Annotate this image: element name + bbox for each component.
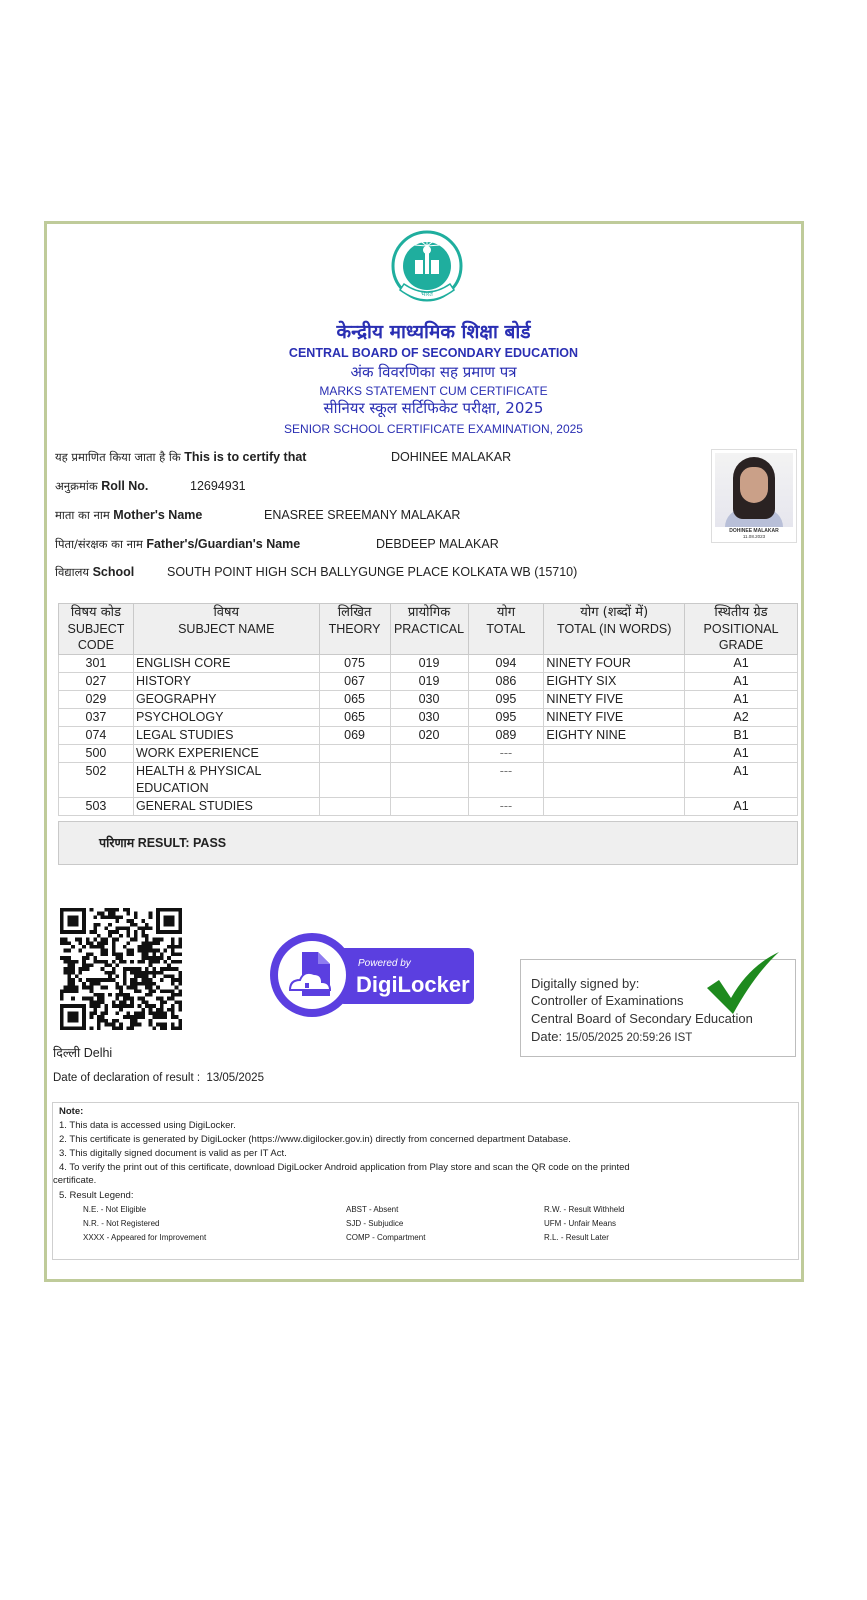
school-row [55, 565, 578, 580]
subject-name: HEALTH & PHYSICAL EDUCATION [133, 763, 319, 798]
theory-marks: 075 [319, 655, 390, 673]
practical-marks: 019 [390, 673, 468, 691]
theory-marks: 069 [319, 727, 390, 745]
practical-marks [390, 745, 468, 763]
notes-title: Note: [59, 1106, 84, 1117]
note-item-5: 5. Result Legend: [59, 1190, 134, 1201]
table-row [59, 709, 798, 727]
digilocker-badge[interactable] [268, 930, 478, 1020]
place-of-issue [53, 1044, 112, 1061]
theory-marks [319, 798, 390, 816]
total-marks: 094 [468, 655, 544, 673]
mother-label-hindi: माता का नाम [55, 508, 110, 522]
result-text [99, 834, 226, 851]
result-bar [58, 821, 798, 865]
practical-marks: 020 [390, 727, 468, 745]
subject-code: 037 [59, 709, 134, 727]
positional-grade: A1 [685, 655, 798, 673]
certify-label-hindi: यह प्रमाणित किया जाता है कि [55, 450, 181, 464]
powered-by-text: Powered by [358, 958, 411, 969]
legend-xxxx: XXXX - Appeared for Improvement [83, 1233, 207, 1242]
subject-code: 502 [59, 763, 134, 798]
total-in-words: EIGHTY NINE [544, 727, 685, 745]
signature-line-2: Controller of Examinations [531, 993, 684, 1008]
legend-rw: R.W. - Result Withheld [544, 1205, 625, 1214]
legend-abst: ABST - Absent [346, 1205, 399, 1214]
table-row [59, 798, 798, 816]
positional-grade: A1 [685, 798, 798, 816]
total-marks: --- [468, 798, 544, 816]
roll-row [55, 479, 246, 494]
checkmark-icon [705, 950, 785, 1016]
photo-image [715, 453, 793, 527]
subject-name: WORK EXPERIENCE [133, 745, 319, 763]
theory-marks: 065 [319, 691, 390, 709]
positional-grade: A1 [685, 691, 798, 709]
board-name-english: CENTRAL BOARD OF SECONDARY EDUCATION [288, 346, 579, 360]
svg-text:भारत: भारत [421, 291, 433, 298]
theory-marks: 067 [319, 673, 390, 691]
practical-marks: 019 [390, 655, 468, 673]
note-item-4: 4. To verify the print out of this certificate, download DigiLocker Android application from Play store and scan the QR code on the printed [59, 1162, 630, 1173]
theory-marks [319, 745, 390, 763]
document-title-hindi: अंक विवरणिका सह प्रमाण पत्र [350, 363, 517, 381]
header-practical: प्रायोगिक PRACTICAL [390, 604, 468, 655]
table-row [59, 673, 798, 691]
total-marks: 086 [468, 673, 544, 691]
father-label-english: Father's/Guardian's Name [146, 537, 301, 551]
subject-code: 027 [59, 673, 134, 691]
total-in-words [544, 745, 685, 763]
exam-title-english: SENIOR SCHOOL CERTIFICATE EXAMINATION, 2025 [284, 422, 583, 436]
mother-label-english: Mother's Name [113, 508, 203, 522]
total-marks: --- [468, 763, 544, 798]
legend-ufm: UFM - Unfair Means [544, 1219, 617, 1228]
subject-code: 074 [59, 727, 134, 745]
table-row [59, 763, 798, 798]
cbse-logo-icon [386, 228, 468, 310]
positional-grade: A1 [685, 673, 798, 691]
qr-code[interactable] [60, 908, 182, 1030]
practical-marks: 030 [390, 691, 468, 709]
positional-grade: A2 [685, 709, 798, 727]
note-item-3: 3. This digitally signed document is valid as per IT Act. [59, 1148, 287, 1159]
roll-label-english: Roll No. [101, 479, 149, 493]
total-in-words: NINETY FIVE [544, 709, 685, 727]
mother-row [55, 508, 461, 523]
mother-name: ENASREE SREEMANY MALAKAR [264, 508, 461, 522]
header-subject-code: विषय कोड SUBJECT CODE [59, 604, 134, 655]
subject-code: 503 [59, 798, 134, 816]
roll-number: 12694931 [190, 479, 246, 493]
school-name: SOUTH POINT HIGH SCH BALLYGUNGE PLACE KOLKATA WB (15710) [167, 565, 578, 579]
declaration-value: 13/05/2025 [206, 1072, 264, 1084]
father-label-hindi: पिता/संरक्षक का नाम [55, 537, 143, 551]
signature-line-3: Central Board of Secondary Education [531, 1011, 753, 1026]
qr-finder-pattern [60, 1004, 86, 1030]
qr-finder-pattern [156, 908, 182, 934]
total-marks: 089 [468, 727, 544, 745]
signature-date-label: Date: [531, 1029, 563, 1044]
positional-grade: B1 [685, 727, 798, 745]
theory-marks: 065 [319, 709, 390, 727]
exam-title-hindi: सीनियर स्कूल सर्टिफिकेट परीक्षा, 2025 [323, 399, 544, 417]
table-row [59, 655, 798, 673]
result-label-hindi: परिणाम [99, 835, 135, 850]
photo-caption-name: DOHINEE MALAKAR [729, 528, 779, 534]
legend-rl: R.L. - Result Later [544, 1233, 609, 1242]
total-in-words [544, 798, 685, 816]
candidate-photo [711, 449, 797, 543]
header-total: योग TOTAL [468, 604, 544, 655]
header-subject-name: विषय SUBJECT NAME [133, 604, 319, 655]
table-row [59, 745, 798, 763]
marks-table [58, 603, 798, 816]
subject-name: ENGLISH CORE [133, 655, 319, 673]
total-marks: --- [468, 745, 544, 763]
header-theory: लिखित THEORY [319, 604, 390, 655]
roll-label-hindi: अनुक्रमांक [55, 479, 98, 493]
certify-row [55, 450, 512, 465]
total-in-words: NINETY FIVE [544, 691, 685, 709]
legend-comp: COMP - Compartment [346, 1233, 426, 1242]
note-item-4-cont: certificate. [53, 1175, 97, 1186]
board-name-hindi: केन्द्रीय माध्यमिक शिक्षा बोर्ड [336, 321, 531, 343]
subject-name: GENERAL STUDIES [133, 798, 319, 816]
positional-grade: A1 [685, 763, 798, 798]
signature-line-1: Digitally signed by: [531, 976, 640, 991]
subject-code: 301 [59, 655, 134, 673]
legend-sjd: SJD - Subjudice [346, 1219, 404, 1228]
positional-grade: A1 [685, 745, 798, 763]
note-item-2: 2. This certificate is generated by DigiLocker (https://www.digilocker.gov.in) directly from concerned department Database. [59, 1134, 571, 1145]
place-english: Delhi [83, 1046, 113, 1060]
legend-nr: N.R. - Not Registered [83, 1219, 160, 1228]
legend-ne: N.E. - Not Eligible [83, 1205, 147, 1214]
header-total-words: योग (शब्दों में) TOTAL (IN WORDS) [544, 604, 685, 655]
declaration-label: Date of declaration of result : [53, 1072, 201, 1084]
practical-marks [390, 763, 468, 798]
subject-name: LEGAL STUDIES [133, 727, 319, 745]
note-item-1: 1. This data is accessed using DigiLocker. [59, 1120, 236, 1131]
father-name: DEBDEEP MALAKAR [376, 537, 499, 551]
school-label-english: School [92, 565, 135, 579]
photo-face [740, 467, 768, 503]
subject-name: PSYCHOLOGY [133, 709, 319, 727]
practical-marks [390, 798, 468, 816]
table-row [59, 727, 798, 745]
total-marks: 095 [468, 691, 544, 709]
total-in-words: EIGHTY SIX [544, 673, 685, 691]
subject-name: GEOGRAPHY [133, 691, 319, 709]
subject-code: 500 [59, 745, 134, 763]
theory-marks [319, 763, 390, 798]
candidate-name: DOHINEE MALAKAR [391, 450, 512, 464]
subject-name: HISTORY [133, 673, 319, 691]
result-label-english: RESULT: PASS [137, 836, 227, 850]
father-row [55, 537, 499, 552]
signature-date [531, 1029, 692, 1044]
school-label-hindi: विद्यालय [55, 565, 90, 579]
total-in-words: NINETY FOUR [544, 655, 685, 673]
header-positional-grade: स्थितीय ग्रेड POSITIONAL GRADE [685, 604, 798, 655]
notes-box [52, 1102, 799, 1260]
document-title-english: MARKS STATEMENT CUM CERTIFICATE [319, 384, 548, 398]
total-in-words [544, 763, 685, 798]
digilocker-brand-text: DigiLocker [356, 972, 470, 997]
photo-caption-date: 11.08.2023 [742, 534, 766, 539]
practical-marks: 030 [390, 709, 468, 727]
table-row [59, 691, 798, 709]
place-hindi: दिल्ली [53, 1045, 81, 1060]
lock-icon [305, 983, 309, 988]
declaration-date [53, 1072, 264, 1084]
total-marks: 095 [468, 709, 544, 727]
qr-finder-pattern [60, 908, 86, 934]
table-header-row [59, 604, 798, 655]
certify-label-english: This is to certify that [184, 450, 307, 464]
signature-date-value: 15/05/2025 20:59:26 IST [565, 1032, 693, 1044]
subject-code: 029 [59, 691, 134, 709]
